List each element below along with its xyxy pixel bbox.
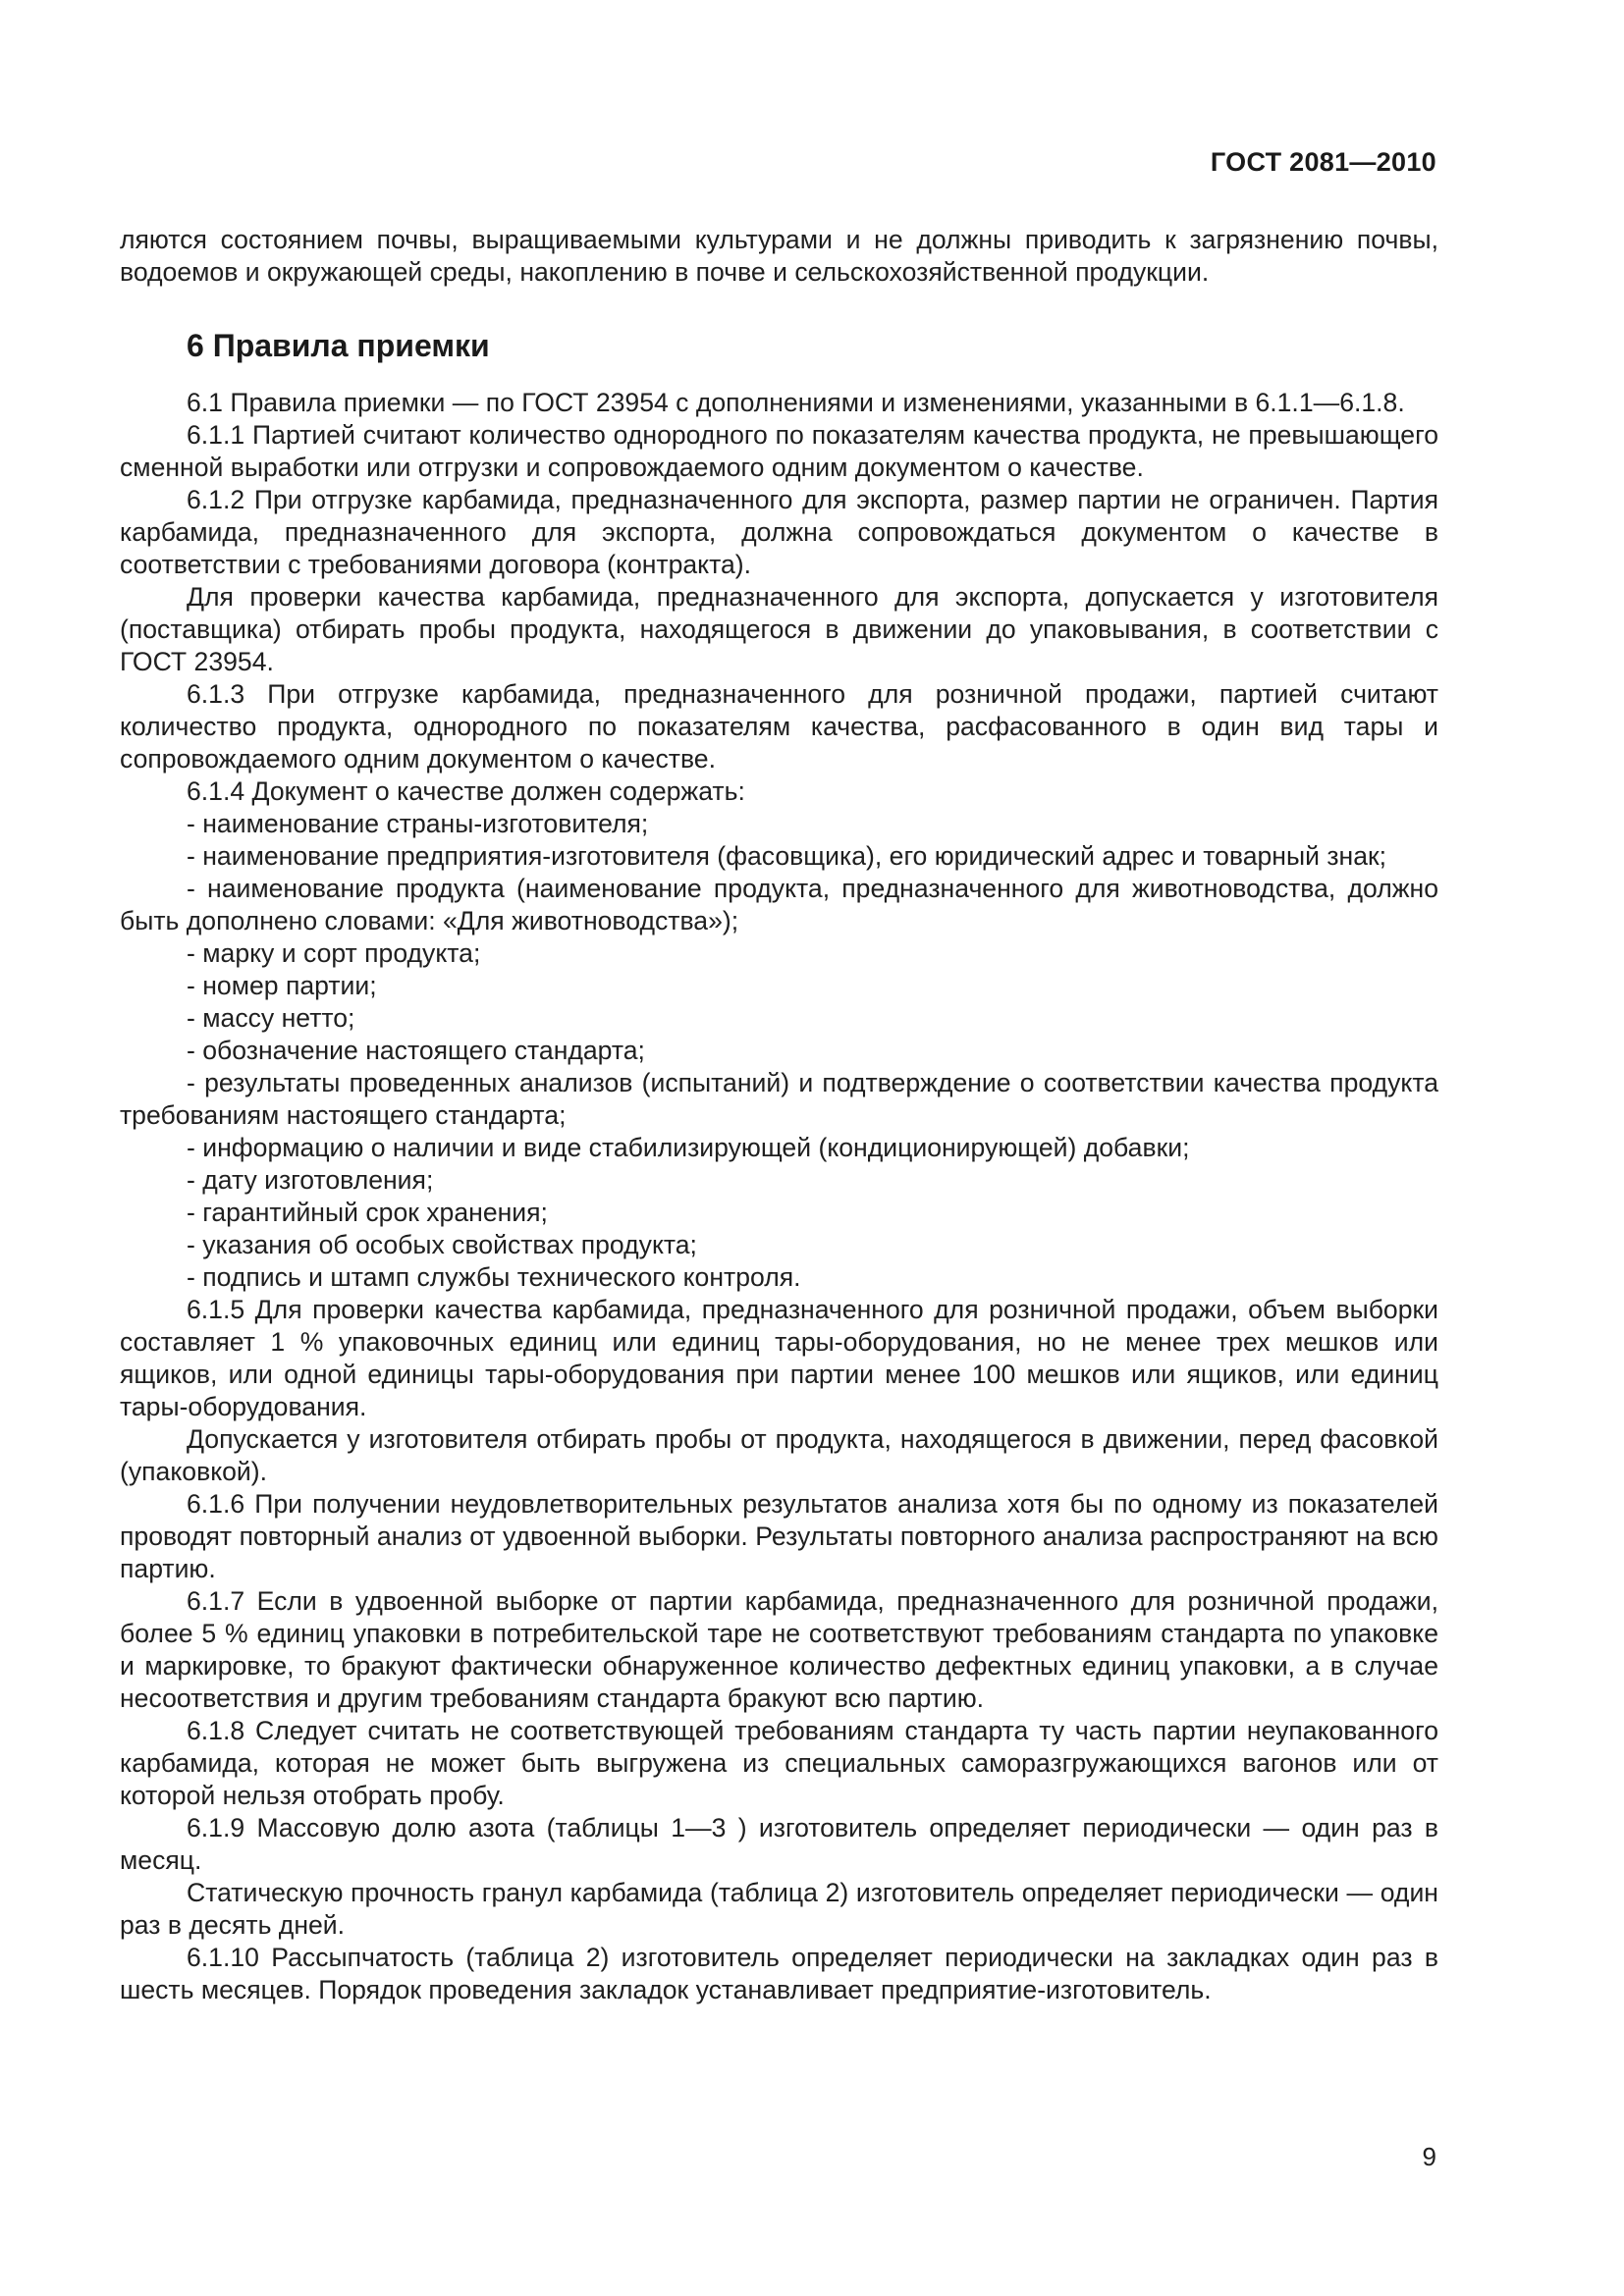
paragraph-6-1-3: 6.1.3 При отгрузке карбамида, предназначенного для розничной продажи, партией считают количество продукта, однородного по показателям качества, расфасованного в один вид тары и сопровождаемого одним документом о качестве.	[120, 679, 1438, 774]
intro-paragraph: ляются состоянием почвы, выращиваемыми культурами и не должны приводить к загрязнению почвы, водоемов и окружающей среды, накоплению в почве и сельскохозяйственной продукции.	[120, 225, 1438, 287]
list-item: - результаты проведенных анализов (испытаний) и подтверждение о соответствии качества продукта требованиям настоящего стандарта;	[120, 1068, 1438, 1130]
paragraph-6-1-7: 6.1.7 Если в удвоенной выборке от партии карбамида, предназначенного для розничной продажи, более 5 % единиц упаковки в потребительской таре не соответствуют требованиям стандарта по упаковке и маркировке, то бракуют фактически обнаруженное количество дефектных единиц упаковки, а в случае несоответствия и другим требованиям стандарта бракуют всю партию.	[120, 1586, 1438, 1713]
list-item: - марку и сорт продукта;	[187, 938, 481, 968]
list-item: - наименование страны-изготовителя;	[187, 809, 649, 838]
list-item: - указания об особых свойствах продукта;	[187, 1230, 697, 1259]
document-code-header: ГОСТ 2081—2010	[1210, 147, 1436, 177]
paragraph-6-1-4: 6.1.4 Документ о качестве должен содержать:	[187, 776, 745, 806]
list-item: - номер партии;	[187, 971, 377, 1000]
paragraph-6-1-1: 6.1.1 Партией считают количество однородного по показателям качества продукта, не превышающего сменной выработки или отгрузки и сопровождаемого одним документом о качестве.	[120, 420, 1438, 482]
list-item: - массу нетто;	[187, 1003, 355, 1033]
list-item: - информацию о наличии и виде стабилизирующей (кондиционирующей) добавки;	[187, 1133, 1190, 1162]
list-item: - дату изготовления;	[187, 1165, 434, 1195]
paragraph-6-1-9: 6.1.9 Массовую долю азота (таблицы 1—3 ) изготовитель определяет периодически — один раз в месяц.	[120, 1813, 1438, 1875]
paragraph-6-1-2-export-sampling: Для проверки качества карбамида, предназначенного для экспорта, допускается у изготовителя (поставщика) отбирать пробы продукта, находящегося в движении до упаковывания, в соответствии с ГОСТ 23954.	[120, 582, 1438, 676]
page-body	[120, 224, 1438, 2006]
paragraph-6-1-5: 6.1.5 Для проверки качества карбамида, предназначенного для розничной продажи, объем выборки составляет 1 % упаковочных единиц или единиц тары-оборудования, но не менее трех мешков или ящиков, или одной единицы тары-оборудования при партии менее 100 мешков или ящиков, или единиц тары-оборудования.	[120, 1295, 1438, 1421]
paragraph-6-1-9-strength: Статическую прочность гранул карбамида (таблица 2) изготовитель определяет периодически — один раз в десять дней.	[120, 1878, 1438, 1940]
paragraph-6-1: 6.1 Правила приемки — по ГОСТ 23954 с дополнениями и изменениями, указанными в 6.1.1—6.1.8.	[187, 388, 1405, 417]
paragraph-6-1-2: 6.1.2 При отгрузке карбамида, предназначенного для экспорта, размер партии не ограничен. Партия карбамида, предназначенного для экспорта, должна сопровождаться документом о качестве в соответствии с требованиями договора (контракта).	[120, 485, 1438, 579]
section-title: 6 Правила приемки	[187, 328, 490, 363]
page-number: 9	[1422, 2142, 1436, 2171]
list-item: - гарантийный срок хранения;	[187, 1198, 548, 1227]
list-item: - подпись и штамп службы технического контроля.	[187, 1262, 801, 1292]
paragraph-6-1-6: 6.1.6 При получении неудовлетворительных результатов анализа хотя бы по одному из показателей проводят повторный анализ от удвоенной выборки. Результаты повторного анализа распространяют на всю партию.	[120, 1489, 1438, 1583]
paragraph-6-1-8: 6.1.8 Следует считать не соответствующей требованиям стандарта ту часть партии неупакованного карбамида, которая не может быть выгружена из специальных саморазгружающихся вагонов или от которой нельзя отобрать пробу.	[120, 1716, 1438, 1810]
list-item: - обозначение настоящего стандарта;	[187, 1036, 645, 1065]
paragraph-6-1-10: 6.1.10 Рассыпчатость (таблица 2) изготовитель определяет периодически на закладках один раз в шесть месяцев. Порядок проведения закладок устанавливает предприятие-изготовитель.	[120, 1943, 1438, 2004]
paragraph-6-1-5-sampling: Допускается у изготовителя отбирать пробы от продукта, находящегося в движении, перед фасовкой (упаковкой).	[120, 1424, 1438, 1486]
list-item: - наименование предприятия-изготовителя (фасовщика), его юридический адрес и товарный знак;	[187, 841, 1387, 871]
list-item: - наименование продукта (наименование продукта, предназначенного для животноводства, должно быть дополнено словами: «Для животноводства»);	[120, 874, 1438, 935]
